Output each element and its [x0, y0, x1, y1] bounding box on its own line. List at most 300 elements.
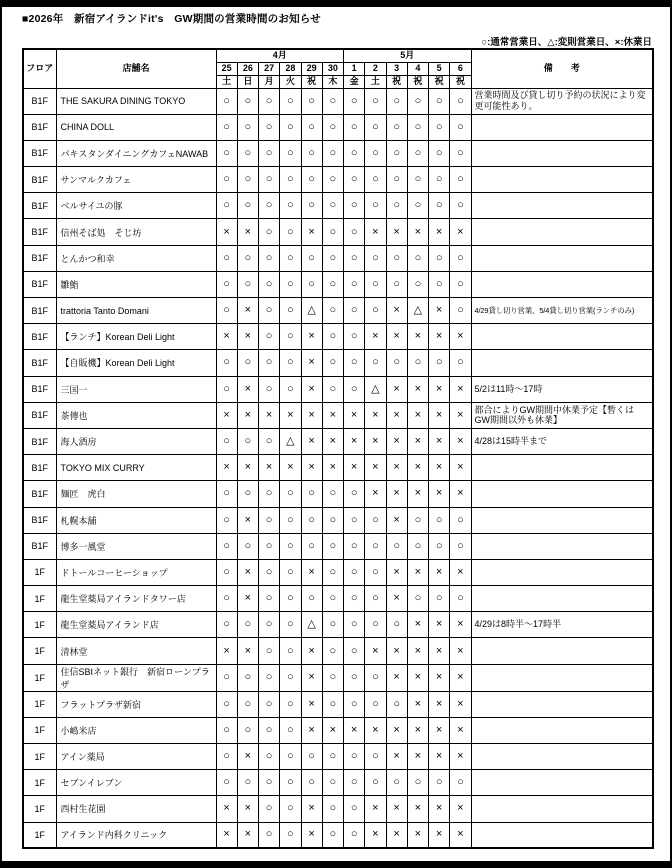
status-mark-cell: ×: [429, 402, 450, 428]
status-mark-cell: ○: [344, 271, 365, 297]
status-mark-cell: ○: [216, 770, 237, 796]
status-mark-cell: ○: [280, 770, 301, 796]
floor-cell: 1F: [23, 638, 56, 664]
status-mark-cell: ○: [365, 298, 386, 324]
status-mark-cell: ○: [450, 507, 471, 533]
status-mark-cell: ×: [407, 691, 428, 717]
status-mark-cell: ○: [407, 114, 428, 140]
status-mark-cell: ○: [280, 559, 301, 585]
status-mark-cell: ×: [301, 402, 322, 428]
floor-cell: 1F: [23, 559, 56, 585]
status-mark-cell: ×: [450, 324, 471, 350]
floor-cell: B1F: [23, 455, 56, 481]
top-border-bar: [0, 0, 672, 7]
floor-cell: 1F: [23, 717, 56, 743]
floor-cell: 1F: [23, 586, 56, 612]
status-mark-cell: ○: [280, 219, 301, 245]
date-header-cell: 3: [386, 62, 407, 75]
status-mark-cell: ○: [344, 88, 365, 114]
status-mark-cell: ○: [280, 612, 301, 638]
status-mark-cell: ○: [301, 167, 322, 193]
status-mark-cell: ○: [322, 219, 343, 245]
status-mark-cell: ×: [259, 402, 280, 428]
status-mark-cell: ○: [365, 770, 386, 796]
status-mark-cell: ×: [237, 219, 258, 245]
status-mark-cell: ×: [386, 822, 407, 848]
date-header-cell: 30: [322, 62, 343, 75]
status-mark-cell: ×: [407, 717, 428, 743]
status-mark-cell: ×: [365, 402, 386, 428]
status-mark-cell: ○: [386, 245, 407, 271]
remark-cell: [471, 796, 653, 822]
status-mark-cell: ×: [429, 796, 450, 822]
status-mark-cell: ○: [365, 350, 386, 376]
status-mark-cell: ×: [429, 559, 450, 585]
status-mark-cell: ○: [365, 533, 386, 559]
status-mark-cell: ○: [365, 744, 386, 770]
status-mark-cell: ○: [322, 114, 343, 140]
status-mark-cell: ○: [237, 193, 258, 219]
table-row: [23, 481, 653, 507]
status-mark-cell: ×: [237, 507, 258, 533]
status-mark-cell: ○: [237, 428, 258, 454]
remark-cell: [471, 744, 653, 770]
status-mark-cell: ○: [216, 559, 237, 585]
status-mark-cell: ○: [365, 691, 386, 717]
remark-cell: [471, 664, 653, 691]
status-mark-cell: ○: [322, 271, 343, 297]
status-mark-cell: ○: [450, 770, 471, 796]
status-mark-cell: ×: [407, 324, 428, 350]
status-mark-cell: ○: [280, 245, 301, 271]
status-mark-cell: ○: [280, 88, 301, 114]
status-mark-cell: ○: [259, 796, 280, 822]
floor-cell: 1F: [23, 822, 56, 848]
status-mark-cell: ×: [237, 586, 258, 612]
status-mark-cell: ○: [344, 638, 365, 664]
status-mark-cell: ×: [407, 559, 428, 585]
status-mark-cell: ×: [344, 428, 365, 454]
status-mark-cell: ×: [344, 455, 365, 481]
status-mark-cell: ×: [322, 428, 343, 454]
status-mark-cell: ○: [322, 586, 343, 612]
remarks-column-header: 備 考: [471, 49, 653, 88]
status-mark-cell: ○: [237, 245, 258, 271]
status-mark-cell: ×: [216, 219, 237, 245]
day-header-cell: 祝: [429, 75, 450, 88]
floor-cell: 1F: [23, 612, 56, 638]
status-mark-cell: ×: [216, 455, 237, 481]
status-mark-cell: ○: [259, 88, 280, 114]
table-row: [23, 193, 653, 219]
day-header-cell: 祝: [450, 75, 471, 88]
status-mark-cell: ○: [407, 350, 428, 376]
date-header-cell: 2: [365, 62, 386, 75]
status-mark-cell: ×: [407, 455, 428, 481]
status-mark-cell: ○: [322, 822, 343, 848]
status-mark-cell: ×: [450, 822, 471, 848]
status-mark-cell: ×: [429, 428, 450, 454]
status-mark-cell: ○: [259, 428, 280, 454]
status-mark-cell: ○: [450, 245, 471, 271]
status-mark-cell: ○: [407, 533, 428, 559]
status-mark-cell: ○: [344, 691, 365, 717]
status-mark-cell: ○: [216, 533, 237, 559]
status-mark-cell: ○: [322, 796, 343, 822]
table-row: [23, 664, 653, 691]
status-mark-cell: ○: [450, 271, 471, 297]
shop-name-cell: CHINA DOLL: [56, 114, 216, 140]
date-header-cell: 28: [280, 62, 301, 75]
status-mark-cell: ○: [386, 114, 407, 140]
status-mark-cell: ○: [365, 507, 386, 533]
status-mark-cell: ○: [344, 744, 365, 770]
date-header-cell: 25: [216, 62, 237, 75]
status-mark-cell: ×: [407, 428, 428, 454]
status-mark-cell: ○: [450, 167, 471, 193]
status-mark-cell: ○: [216, 481, 237, 507]
status-mark-cell: ○: [259, 324, 280, 350]
status-mark-cell: ×: [301, 717, 322, 743]
status-mark-cell: ×: [429, 481, 450, 507]
status-mark-cell: ○: [259, 559, 280, 585]
status-mark-cell: ×: [237, 822, 258, 848]
status-mark-cell: ×: [407, 376, 428, 402]
status-mark-cell: ×: [237, 744, 258, 770]
status-mark-cell: ×: [280, 402, 301, 428]
shop-name-cell: セブンイレブン: [56, 770, 216, 796]
status-mark-cell: ×: [365, 822, 386, 848]
status-mark-cell: ○: [450, 193, 471, 219]
status-mark-cell: ○: [259, 612, 280, 638]
status-mark-cell: ×: [386, 744, 407, 770]
status-mark-cell: ○: [301, 481, 322, 507]
status-mark-cell: ○: [280, 796, 301, 822]
status-mark-cell: ○: [365, 612, 386, 638]
status-mark-cell: ○: [216, 88, 237, 114]
status-mark-cell: ○: [216, 114, 237, 140]
business-hours-table: [22, 48, 654, 849]
status-mark-cell: ○: [237, 481, 258, 507]
remark-cell: 4/29は8時半〜17時半: [471, 612, 653, 638]
status-mark-cell: ○: [237, 770, 258, 796]
remark-cell: [471, 114, 653, 140]
table-row: [23, 140, 653, 166]
table-row: [23, 586, 653, 612]
status-mark-cell: ○: [429, 586, 450, 612]
status-mark-cell: ×: [386, 455, 407, 481]
shop-name-cell: 三国一: [56, 376, 216, 402]
status-mark-cell: ○: [386, 88, 407, 114]
status-mark-cell: ×: [429, 376, 450, 402]
status-mark-cell: ×: [407, 822, 428, 848]
status-mark-cell: ○: [344, 193, 365, 219]
status-mark-cell: ×: [386, 717, 407, 743]
status-mark-cell: ○: [259, 298, 280, 324]
floor-cell: B1F: [23, 219, 56, 245]
floor-cell: B1F: [23, 140, 56, 166]
status-mark-cell: ○: [280, 481, 301, 507]
status-mark-cell: ○: [322, 167, 343, 193]
status-mark-cell: ○: [322, 664, 343, 691]
status-mark-cell: ○: [280, 586, 301, 612]
status-mark-cell: ○: [344, 612, 365, 638]
status-mark-cell: ○: [237, 691, 258, 717]
status-mark-cell: ○: [386, 140, 407, 166]
status-mark-cell: ×: [407, 219, 428, 245]
status-mark-cell: ○: [280, 193, 301, 219]
shop-name-cell: THE SAKURA DINING TOKYO: [56, 88, 216, 114]
remark-cell: 5/2は11時〜17時: [471, 376, 653, 402]
status-mark-cell: ○: [259, 822, 280, 848]
table-row: [23, 271, 653, 297]
status-mark-cell: ×: [386, 428, 407, 454]
shop-name-cell: 【自販機】Korean Deli Light: [56, 350, 216, 376]
status-mark-cell: ○: [237, 717, 258, 743]
shop-name-cell: 住信SBIネット銀行 新宿ローンプラザ: [56, 664, 216, 691]
status-mark-cell: ×: [450, 744, 471, 770]
status-mark-cell: ×: [216, 324, 237, 350]
status-mark-cell: ○: [301, 140, 322, 166]
status-mark-cell: ○: [344, 533, 365, 559]
status-mark-cell: ○: [344, 245, 365, 271]
status-mark-cell: ○: [237, 114, 258, 140]
status-mark-cell: ○: [280, 167, 301, 193]
floor-cell: B1F: [23, 350, 56, 376]
remark-cell: [471, 167, 653, 193]
remark-cell: [471, 219, 653, 245]
status-mark-cell: ×: [301, 559, 322, 585]
status-mark-cell: ○: [386, 193, 407, 219]
status-mark-cell: ○: [322, 533, 343, 559]
symbol-legend: ○:通常営業日、△:変則営業日、×:休業日: [481, 37, 652, 48]
status-mark-cell: ○: [450, 533, 471, 559]
status-mark-cell: ○: [280, 298, 301, 324]
status-mark-cell: ○: [259, 114, 280, 140]
status-mark-cell: ×: [386, 796, 407, 822]
status-mark-cell: ○: [280, 533, 301, 559]
status-mark-cell: ×: [386, 219, 407, 245]
may-group-header: 5月: [344, 49, 472, 62]
status-mark-cell: ○: [344, 114, 365, 140]
status-mark-cell: ×: [365, 428, 386, 454]
table-row: [23, 245, 653, 271]
status-mark-cell: ×: [450, 481, 471, 507]
status-mark-cell: ○: [344, 219, 365, 245]
status-mark-cell: ×: [450, 664, 471, 691]
day-header-cell: 木: [322, 75, 343, 88]
status-mark-cell: ×: [322, 455, 343, 481]
status-mark-cell: ×: [450, 638, 471, 664]
status-mark-cell: ×: [386, 402, 407, 428]
status-mark-cell: ○: [344, 167, 365, 193]
status-mark-cell: ×: [450, 219, 471, 245]
status-mark-cell: ×: [429, 612, 450, 638]
status-mark-cell: ○: [280, 717, 301, 743]
shop-name-cell: 【ランチ】Korean Deli Light: [56, 324, 216, 350]
status-mark-cell: ○: [237, 612, 258, 638]
remark-cell: [471, 271, 653, 297]
remark-cell: [471, 822, 653, 848]
status-mark-cell: ○: [429, 193, 450, 219]
status-mark-cell: ○: [322, 245, 343, 271]
status-mark-cell: ○: [301, 744, 322, 770]
remark-cell: [471, 691, 653, 717]
status-mark-cell: ○: [322, 88, 343, 114]
remark-cell: [471, 717, 653, 743]
status-mark-cell: ○: [407, 271, 428, 297]
shop-name-cell: とんかつ和幸: [56, 245, 216, 271]
floor-cell: B1F: [23, 298, 56, 324]
day-header-cell: 祝: [301, 75, 322, 88]
shop-name-cell: 札幌本舗: [56, 507, 216, 533]
table-row: [23, 324, 653, 350]
floor-cell: B1F: [23, 88, 56, 114]
remark-cell: [471, 455, 653, 481]
status-mark-cell: ○: [429, 533, 450, 559]
status-mark-cell: ○: [280, 140, 301, 166]
status-mark-cell: ○: [259, 744, 280, 770]
floor-cell: 1F: [23, 664, 56, 691]
status-mark-cell: ×: [450, 376, 471, 402]
day-header-cell: 日: [237, 75, 258, 88]
status-mark-cell: ×: [429, 219, 450, 245]
status-mark-cell: ○: [322, 140, 343, 166]
status-mark-cell: ×: [407, 664, 428, 691]
floor-cell: B1F: [23, 533, 56, 559]
remark-cell: 営業時間及び貸し切り予約の状況により変更可能性あり。: [471, 88, 653, 114]
status-mark-cell: ×: [301, 324, 322, 350]
shop-name-cell: 博多一風堂: [56, 533, 216, 559]
status-mark-cell: ○: [216, 350, 237, 376]
status-mark-cell: ×: [301, 428, 322, 454]
table-body: [23, 88, 653, 848]
status-mark-cell: ○: [344, 664, 365, 691]
status-mark-cell: ○: [344, 350, 365, 376]
status-mark-cell: ○: [259, 507, 280, 533]
status-mark-cell: ○: [280, 350, 301, 376]
status-mark-cell: ○: [216, 744, 237, 770]
status-mark-cell: ×: [429, 717, 450, 743]
status-mark-cell: ○: [322, 376, 343, 402]
status-mark-cell: ○: [259, 193, 280, 219]
status-mark-cell: ×: [365, 324, 386, 350]
status-mark-cell: ○: [407, 140, 428, 166]
status-mark-cell: ○: [301, 770, 322, 796]
status-mark-cell: ×: [365, 717, 386, 743]
status-mark-cell: ×: [237, 324, 258, 350]
status-mark-cell: ○: [237, 533, 258, 559]
status-mark-cell: ○: [259, 717, 280, 743]
status-mark-cell: ×: [450, 796, 471, 822]
status-mark-cell: ×: [450, 402, 471, 428]
status-mark-cell: ○: [344, 140, 365, 166]
status-mark-cell: ○: [322, 638, 343, 664]
status-mark-cell: △: [301, 298, 322, 324]
status-mark-cell: ○: [280, 664, 301, 691]
remark-cell: 都合によりGW期間中休業予定【暫くはGW期間以外も休業】: [471, 402, 653, 428]
shop-name-cell: 麺匠 虎白: [56, 481, 216, 507]
status-mark-cell: ○: [216, 717, 237, 743]
status-mark-cell: ○: [259, 533, 280, 559]
status-mark-cell: ○: [344, 586, 365, 612]
status-mark-cell: ○: [365, 88, 386, 114]
status-mark-cell: ×: [429, 822, 450, 848]
status-mark-cell: ○: [386, 533, 407, 559]
status-mark-cell: ○: [301, 114, 322, 140]
remark-cell: [471, 140, 653, 166]
status-mark-cell: ○: [301, 533, 322, 559]
status-mark-cell: ×: [237, 298, 258, 324]
status-mark-cell: ×: [450, 717, 471, 743]
status-mark-cell: ×: [429, 455, 450, 481]
table-row: [23, 822, 653, 848]
status-mark-cell: ×: [237, 796, 258, 822]
status-mark-cell: ○: [407, 88, 428, 114]
status-mark-cell: ○: [216, 245, 237, 271]
status-mark-cell: ○: [450, 350, 471, 376]
floor-cell: 1F: [23, 691, 56, 717]
floor-column-header: フロア: [23, 49, 56, 88]
status-mark-cell: ×: [450, 455, 471, 481]
shop-name-cell: 西村生花園: [56, 796, 216, 822]
remark-cell: [471, 193, 653, 219]
floor-cell: B1F: [23, 507, 56, 533]
status-mark-cell: ○: [365, 586, 386, 612]
shop-name-cell: アイランド内科クリニック: [56, 822, 216, 848]
shop-name-cell: 龍生堂薬局アイランド店: [56, 612, 216, 638]
status-mark-cell: ○: [280, 324, 301, 350]
status-mark-cell: ○: [429, 770, 450, 796]
status-mark-cell: ×: [386, 481, 407, 507]
status-mark-cell: ○: [259, 140, 280, 166]
status-mark-cell: ○: [429, 114, 450, 140]
status-mark-cell: ×: [407, 744, 428, 770]
status-mark-cell: ○: [429, 245, 450, 271]
floor-cell: B1F: [23, 376, 56, 402]
remark-cell: [471, 586, 653, 612]
status-mark-cell: ○: [259, 219, 280, 245]
status-mark-cell: ○: [450, 140, 471, 166]
floor-cell: B1F: [23, 193, 56, 219]
status-mark-cell: ○: [344, 324, 365, 350]
floor-cell: B1F: [23, 481, 56, 507]
status-mark-cell: ○: [280, 638, 301, 664]
status-mark-cell: ○: [237, 140, 258, 166]
remark-cell: [471, 533, 653, 559]
table-row: [23, 744, 653, 770]
status-mark-cell: ○: [301, 507, 322, 533]
status-mark-cell: ×: [216, 796, 237, 822]
status-mark-cell: ○: [344, 376, 365, 402]
status-mark-cell: ×: [365, 796, 386, 822]
status-mark-cell: ○: [301, 88, 322, 114]
status-mark-cell: ○: [322, 350, 343, 376]
status-mark-cell: ○: [344, 770, 365, 796]
status-mark-cell: ○: [386, 691, 407, 717]
shop-name-cell: 龍生堂薬局アイランドタワー店: [56, 586, 216, 612]
status-mark-cell: ○: [216, 193, 237, 219]
status-mark-cell: ○: [280, 691, 301, 717]
table-row: [23, 770, 653, 796]
status-mark-cell: ○: [365, 140, 386, 166]
status-mark-cell: ○: [450, 88, 471, 114]
status-mark-cell: ○: [216, 691, 237, 717]
status-mark-cell: ×: [237, 455, 258, 481]
status-mark-cell: ○: [344, 481, 365, 507]
status-mark-cell: ○: [450, 114, 471, 140]
status-mark-cell: ×: [386, 664, 407, 691]
